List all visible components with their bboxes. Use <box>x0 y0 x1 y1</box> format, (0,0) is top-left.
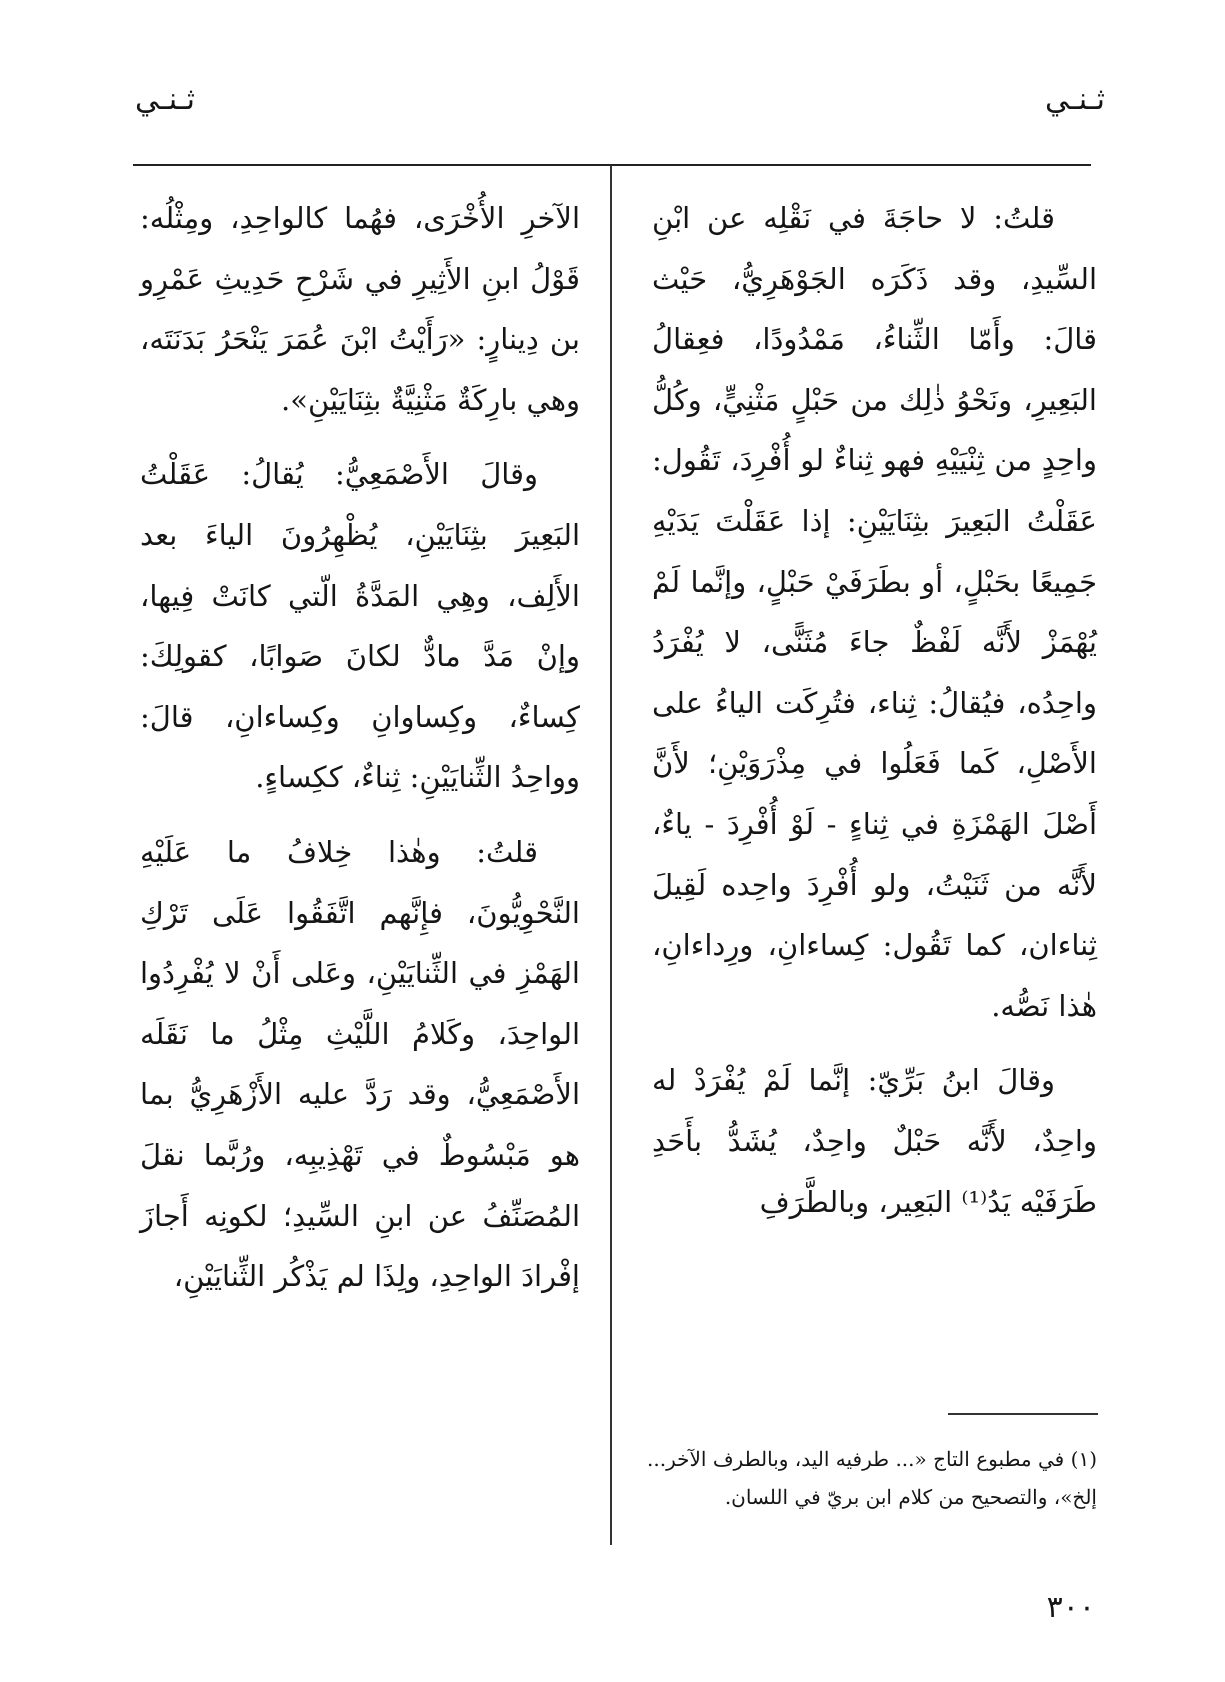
left-column <box>140 188 580 1321</box>
left-paragraph-3: قلتُ: وهٰذا خِلافُ ما عَلَيْهِ النَّحْوِيُّونَ، فإِنَّهم اتَّفَقُوا عَلَى تَرْكِ الهَمْزِ في الثِّنايَيْنِ، وعَلى أَنْ لا يُفْرِدُوا الواحِدَ، وكَلامُ اللَّيْثِ مِثْلُ ما نَقَلَه الأَصْمَعِيُّ، وقد رَدَّ عليه الأَزْهَرِيُّ بما هو مَبْسُوطٌ في تَهْذِيبِه، ورُبَّما نقلَ المُصَنِّفُ عن ابنِ السِّيدِ؛ لكونِه أَجازَ إفْرادَ الواحِدِ، ولِذَا لم يَذْكُر الثِّنايَيْنِ، <box>140 834 580 1294</box>
running-header-left: ثـنـي <box>135 82 195 117</box>
header-rule <box>133 164 1091 166</box>
right-paragraph-2: وقالَ ابنُ بَرِّيّ: إنَّما لَمْ يُفْرَدْ له واحِدٌ، لأَنَّه حَبْلٌ واحِدٌ، يُشَدُّ بأَحَدِ طَرَفَيْه يَدُ⁽¹⁾ البَعِير، وبالطَّرَفِ <box>652 1063 1097 1219</box>
column-divider <box>610 165 612 1545</box>
left-paragraph-1: الآخرِ الأُخْرَى، فهُما كالواحِدِ، ومِثْلُه: قَوْلُ ابنِ الأَثِيرِ في شَرْحِ حَدِيثِ عَمْرِو بن دِينارٍ: «رَأَيْتُ ابْنَ عُمَرَ يَنْحَرُ بَدَنَتَه، وهي بارِكَةٌ مَثْنِيَّةٌ بثِنَايَيْنِ». <box>140 201 580 417</box>
left-paragraph-2: وقالَ الأَصْمَعِيُّ: يُقالُ: عَقَلْتُ البَعِيرَ بثِنَايَيْنِ، يُظْهِرُونَ الياءَ بعد الأَلِف، وهِي المَدَّةُ الّتي كانَتْ فِيها، وإنْ مَدَّ مادٌّ لكانَ صَوابًا، كقولِكَ: كِساءٌ، وكِساوانِ وكِساءانِ، قالَ: وواحِدُ الثِّنايَيْنِ: ثِناءٌ، ككِساءٍ. <box>140 457 580 795</box>
running-header-right: ثـنـي <box>1045 82 1105 117</box>
page-number: ٣٠٠ <box>1046 1590 1095 1625</box>
footnote-rule <box>948 1413 1098 1415</box>
right-paragraph-1: قلتُ: لا حاجَةَ في نَقْلِه عن ابْنِ السِّيدِ، وقد ذَكَرَه الجَوْهَرِيُّ، حَيْث قالَ: وأَمّا الثِّناءُ، مَمْدُودًا، فعِقالُ البَعِيرِ، ونَحْوُ ذٰلِك من حَبْلٍ مَثْنِيٍّ، وكُلُّ واحِدٍ من ثِنْيَيْهِ فهو ثِناءٌ لو أُفْرِدَ، تَقُول: عَقَلْتُ البَعِيرَ بثِنَايَيْنِ: إذا عَقَلْتَ يَدَيْهِ جَمِيعًا بحَبْلٍ، أو بطَرَفَيْ حَبْلٍ، وإنَّما لَمْ يُهْمَزْ لأَنَّه لَفْظٌ جاءَ مُثَنًّى، لا يُفْرَدُ واحِدُه، فيُقالُ: ثِناء، فتُرِكَت الياءُ على الأَصْلِ، كَما فَعَلُوا في مِذْرَوَيْنِ؛ لأَنَّ أَصْلَ الهَمْزَةِ في ثِناءٍ - لَوْ أُفْرِدَ - ياءٌ، لأَنَّه من ثَنَيْتُ، ولو أُفْرِدَ واحِده لَقِيلَ ثِناءان، كما تَقُول: كِساءانِ، ورِداءانِ، هٰذا نَصُّه. <box>652 201 1097 1023</box>
right-column <box>652 188 1097 1246</box>
footnote: (١) في مطبوع التاج «... طرفيه اليد، وبالطرف الآخر... إلخ»، والتصحيح من كلام ابن بريّ في اللسان. <box>647 1447 1097 1509</box>
